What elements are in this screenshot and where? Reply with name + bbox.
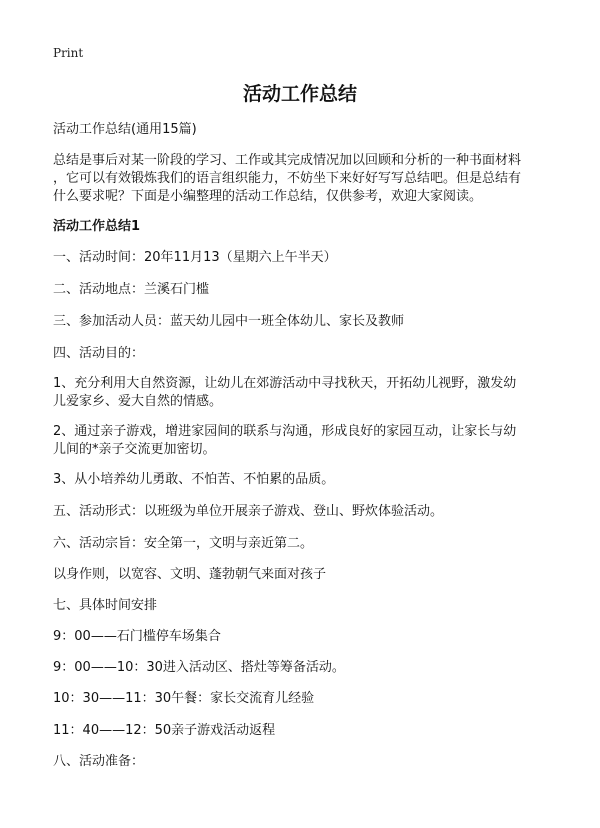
list-item: 四、活动目的： [53, 346, 145, 361]
list-item: 二、活动地点：兰溪石门槛 [53, 282, 210, 297]
document-title: 活动工作总结 [242, 83, 357, 105]
list-item: 9：00——10：30进入活动区、搭灶等筹备活动。 [53, 660, 345, 675]
print-link[interactable]: Print [53, 46, 84, 60]
list-item: 1、充分利用大自然资源，让幼儿在郊游活动中寻找秋天，开拓幼儿视野，激发幼 [53, 376, 517, 391]
list-item: 儿间的*亲子交流更加密切。 [53, 442, 216, 457]
list-item: 六、活动宗旨：安全第一，文明与亲近第二。 [53, 536, 314, 551]
list-item: 11：40——12：50亲子游戏活动返程 [53, 723, 276, 738]
list-item: 儿爱家乡、爱大自然的情感。 [53, 394, 223, 409]
section-heading: 活动工作总结1 [53, 219, 141, 234]
list-item: 五、活动形式：以班级为单位开展亲子游戏、登山、野炊体验活动。 [53, 504, 444, 519]
list-item: 八、活动准备： [53, 754, 145, 769]
list-item: 3、从小培养幼儿勇敢、不怕苦、不怕累的品质。 [53, 472, 335, 487]
document-subtitle: 活动工作总结(通用15篇) [53, 122, 197, 137]
list-item: 9：00——石门槛停车场集合 [53, 629, 221, 644]
list-item: 三、参加活动人员：蓝天幼儿园中一班全体幼儿、家长及教师 [53, 314, 405, 329]
list-item: 一、活动时间：20年11月13（星期六上午半天） [53, 250, 337, 265]
intro-line-2: ，它可以有效锻炼我们的语言组织能力，不妨坐下来好好写写总结吧。但是总结有 [53, 171, 522, 186]
intro-line-3: 什么要求呢？下面是小编整理的活动工作总结，仅供参考，欢迎大家阅读。 [53, 189, 483, 204]
list-item: 以身作则，以宽容、文明、蓬勃朝气来面对孩子 [53, 567, 327, 582]
list-item: 七、具体时间安排 [53, 598, 158, 613]
intro-line-1: 总结是事后对某一阶段的学习、工作或其完成情况加以回顾和分析的一种书面材料 [53, 153, 522, 168]
list-item: 10：30——11：30午餐：家长交流育儿经验 [53, 691, 315, 706]
list-item: 2、通过亲子游戏，增进家园间的联系与沟通，形成良好的家园互动，让家长与幼 [53, 424, 517, 439]
